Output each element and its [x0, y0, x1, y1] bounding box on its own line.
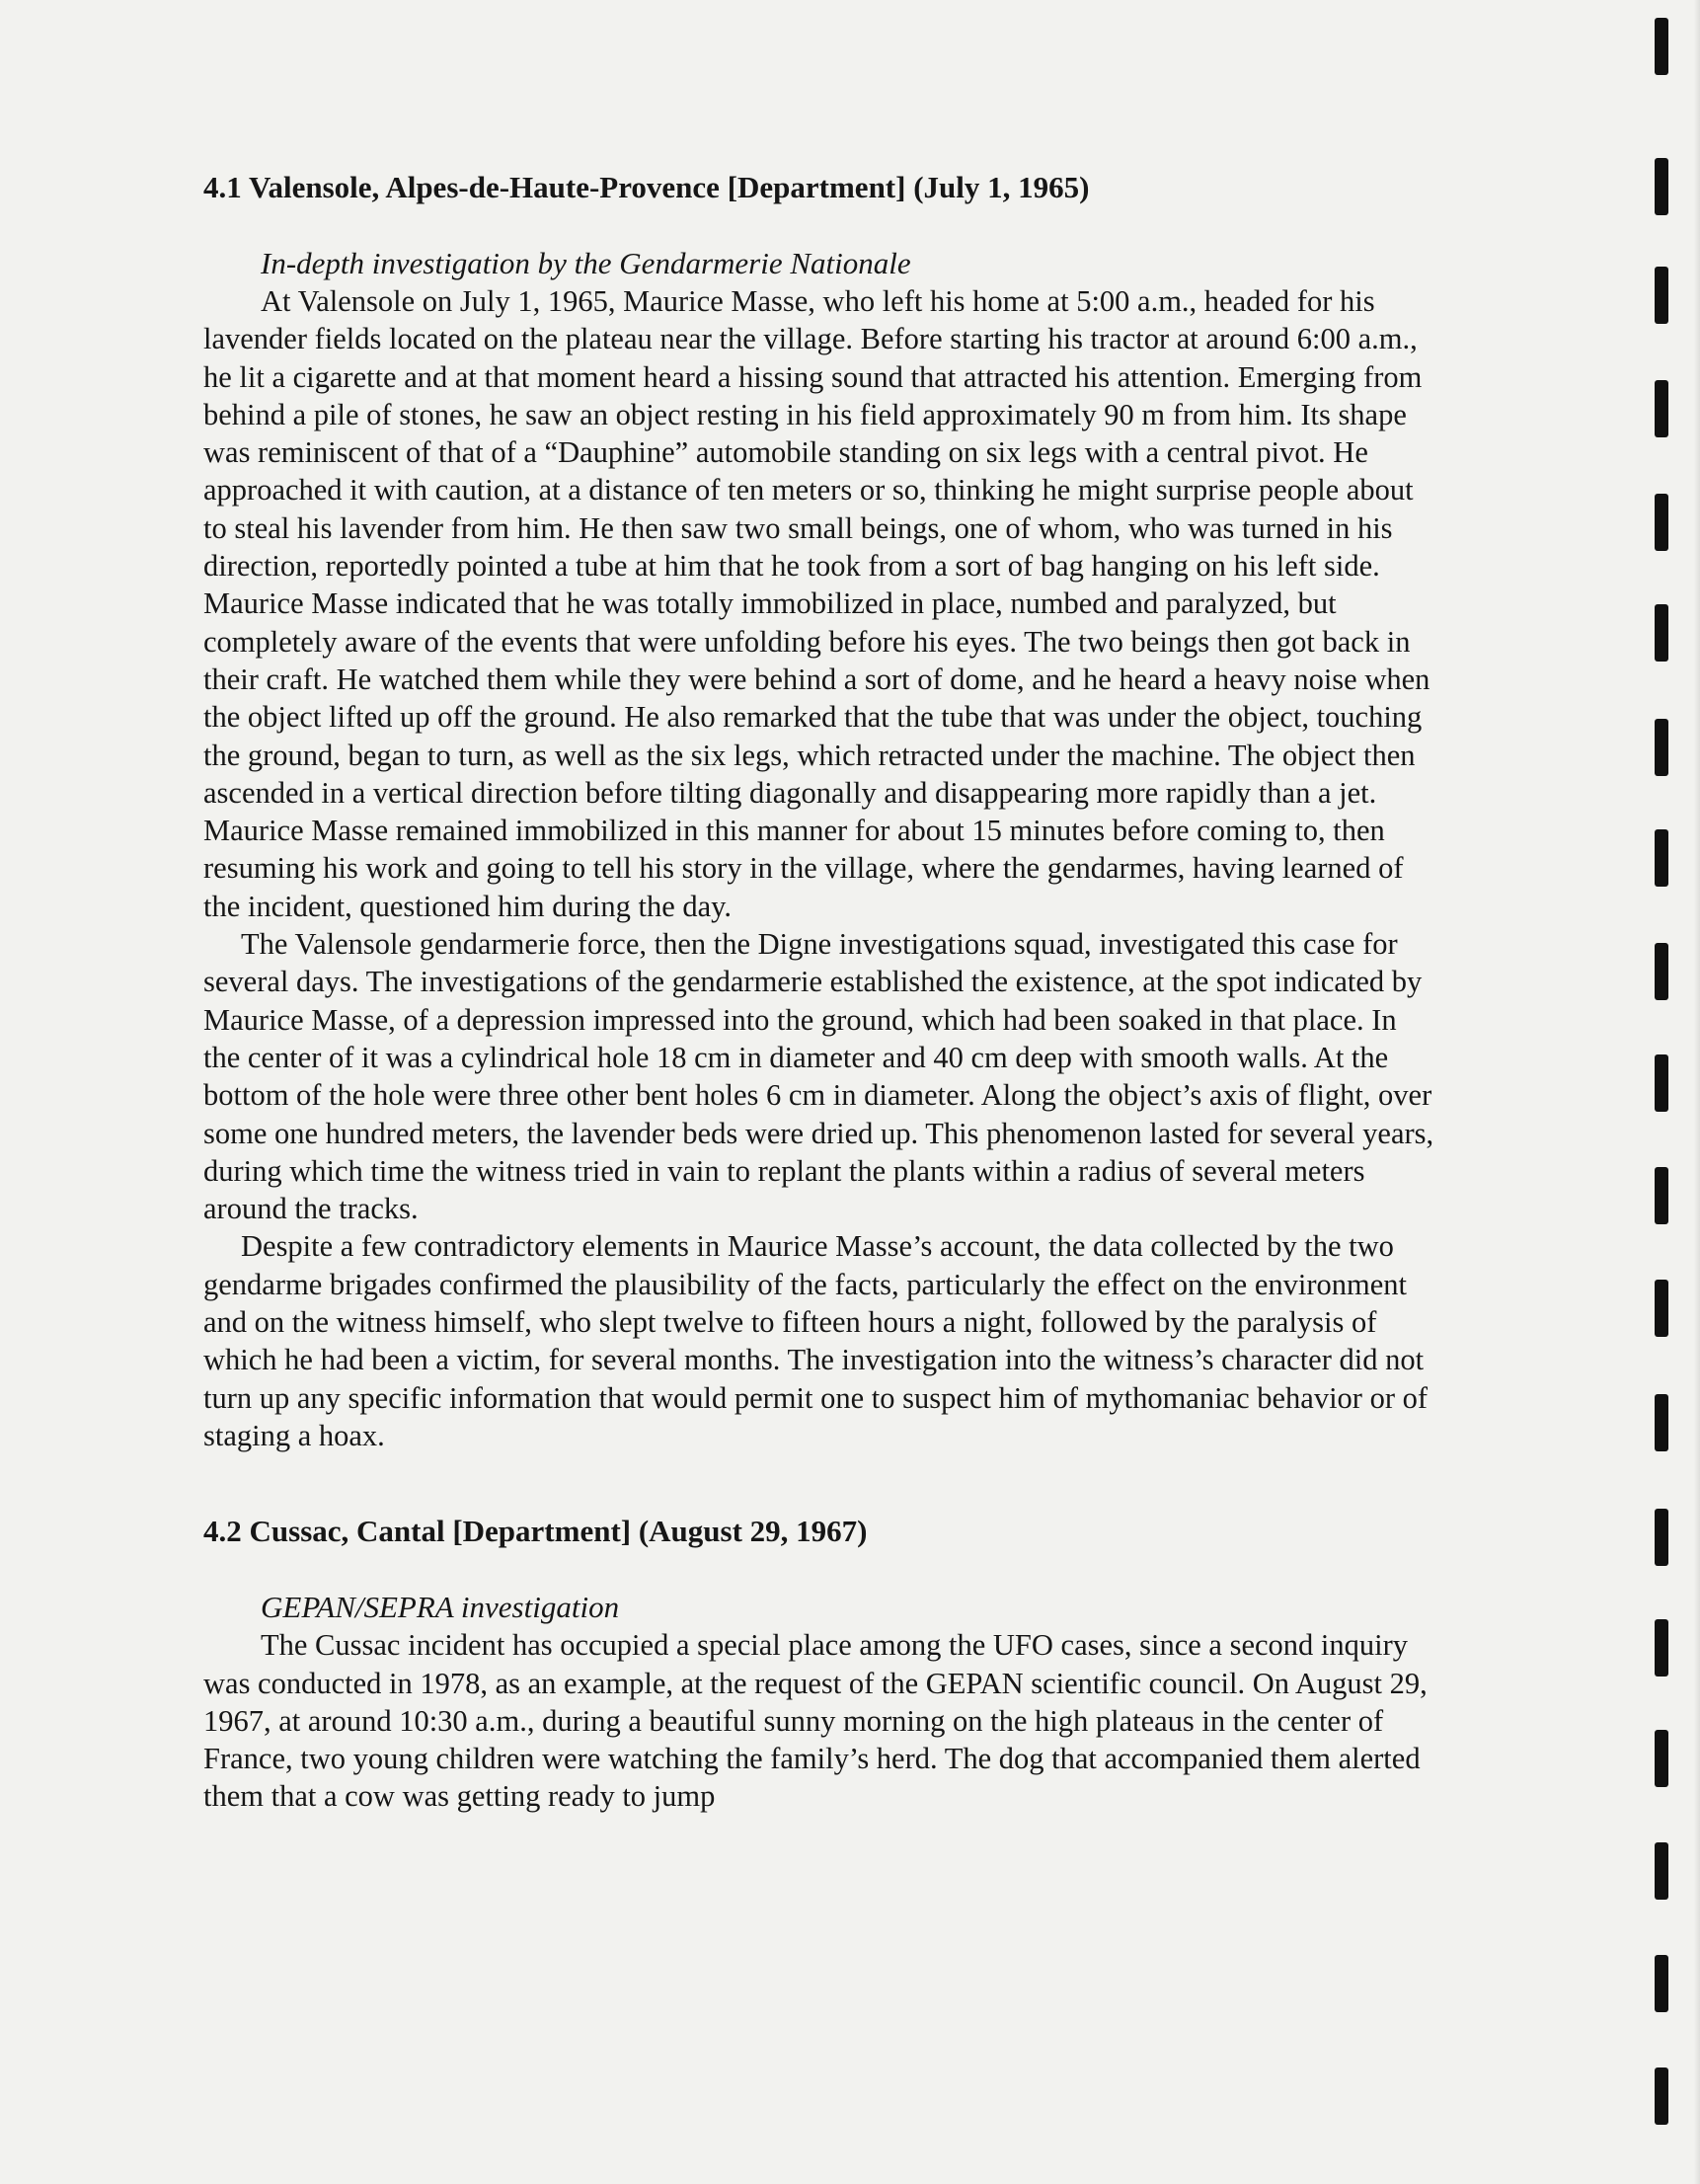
binding-hole [1655, 1509, 1668, 1566]
binding-hole [1655, 1054, 1668, 1112]
binding-hole [1655, 1167, 1668, 1224]
paragraph: At Valensole on July 1, 1965, Maurice Masse, who left his home at 5:00 a.m., headed for his lavender fields located on the plateau near the village. Before starting his tractor at around 6:00 a.m., he lit a cigarette and at that moment heard a hissing sound that attracted his attention. Emerging from behind a pile of stones, he saw an object resting in his field approximately 90 m from him. Its shape was reminiscent of that of a “Dauphine” automobile standing on six legs with a central pivot. He approached it with caution, at a distance of ten meters or so, thinking he might surprise people about to steal his lavender from him. He then saw two small beings, one of whom, who was turned in his direction, reportedly pointed a tube at him that he took from a sort of bag hanging on his left side. Maurice Masse indicated that he was totally immobilized in place, numbed and paralyzed, but completely aware of the events that were unfolding before his eyes. The two beings then got back in their craft. He watched them while they were behind a sort of dome, and he heard a heavy noise when the object lifted up off the ground. He also remarked that the tube that was under the object, touching the ground, began to turn, as well as the six legs, which retracted under the machine. The object then ascended in a vertical direction before tilting diagonally and disappearing more rapidly than a jet. Maurice Masse remained immobilized in this manner for about 15 minutes before coming to, then resuming his work and going to tell his story in the village, where the gendarmes, having learned of the incident, questioned him during the day. [203, 284, 1430, 923]
binding-hole [1655, 719, 1668, 776]
binding-strip [1621, 0, 1700, 2184]
section-heading: 4.2 Cussac, Cantal [Department] (August 29, 1967) [203, 1514, 868, 1549]
binding-hole [1655, 1842, 1668, 1900]
binding-hole [1655, 1394, 1668, 1451]
page-edge-shadow [1694, 0, 1700, 2184]
section-subheading: In-depth investigation by the Gendarmerie Nationale [261, 246, 911, 280]
binding-hole [1655, 829, 1668, 887]
binding-hole [1655, 604, 1668, 662]
binding-hole [1655, 18, 1668, 75]
section-heading: 4.1 Valensole, Alpes-de-Haute-Provence [Department] (July 1, 1965) [203, 170, 1090, 204]
binding-hole [1655, 1730, 1668, 1787]
binding-hole [1655, 2067, 1668, 2125]
section-subheading: GEPAN/SEPRA investigation [261, 1590, 620, 1625]
binding-hole [1655, 1619, 1668, 1677]
section-cussac [203, 1512, 1437, 1815]
paragraph: The Valensole gendarmerie force, then the Digne investigations squad, investigated this case for several days. The investigations of the gendarmerie established the existence, at the spot indicated by Maurice Masse, of a depression impressed into the ground, which had been soaked in that place. In the center of it was a cylindrical hole 18 cm in diameter and 40 cm deep with smooth walls. At the bottom of the hole were three other bent holes 6 cm in diameter. Along the object’s axis of flight, over some one hundred meters, the lavender beds were dried up. This phenomenon lasted for several years, during which time the witness tried in vain to replant the plants within a radius of several meters around the tracks. [203, 927, 1434, 1226]
paragraph: Despite a few contradictory elements in Maurice Masse’s account, the data collected by the two gendarme brigades confirmed the plausibility of the facts, particularly the effect on the environment and on the witness himself, who slept twelve to fifteen hours a night, followed by the paralysis of which he had been a victim, for several months. The investigation into the witness’s character did not turn up any specific information that would permit one to suspect him of mythomaniac behavior or of staging a hoax. [203, 1229, 1429, 1452]
binding-hole [1655, 1955, 1668, 2012]
section-valensole [203, 168, 1437, 1454]
binding-hole [1655, 380, 1668, 437]
binding-hole [1655, 943, 1668, 1000]
binding-hole [1655, 267, 1668, 324]
page-content [203, 168, 1437, 1816]
binding-hole [1655, 494, 1668, 551]
binding-hole [1655, 1280, 1668, 1337]
binding-hole [1655, 158, 1668, 215]
paragraph: The Cussac incident has occupied a special place among the UFO cases, since a second inquiry was conducted in 1978, as an example, at the request of the GEPAN scientific council. On August 29, 1967, at around 10:30 a.m., during a beautiful sunny morning on the high plateaus in the center of France, two young children were watching the family’s herd. The dog that accompanied them alerted them that a cow was getting ready to jump [203, 1628, 1428, 1814]
